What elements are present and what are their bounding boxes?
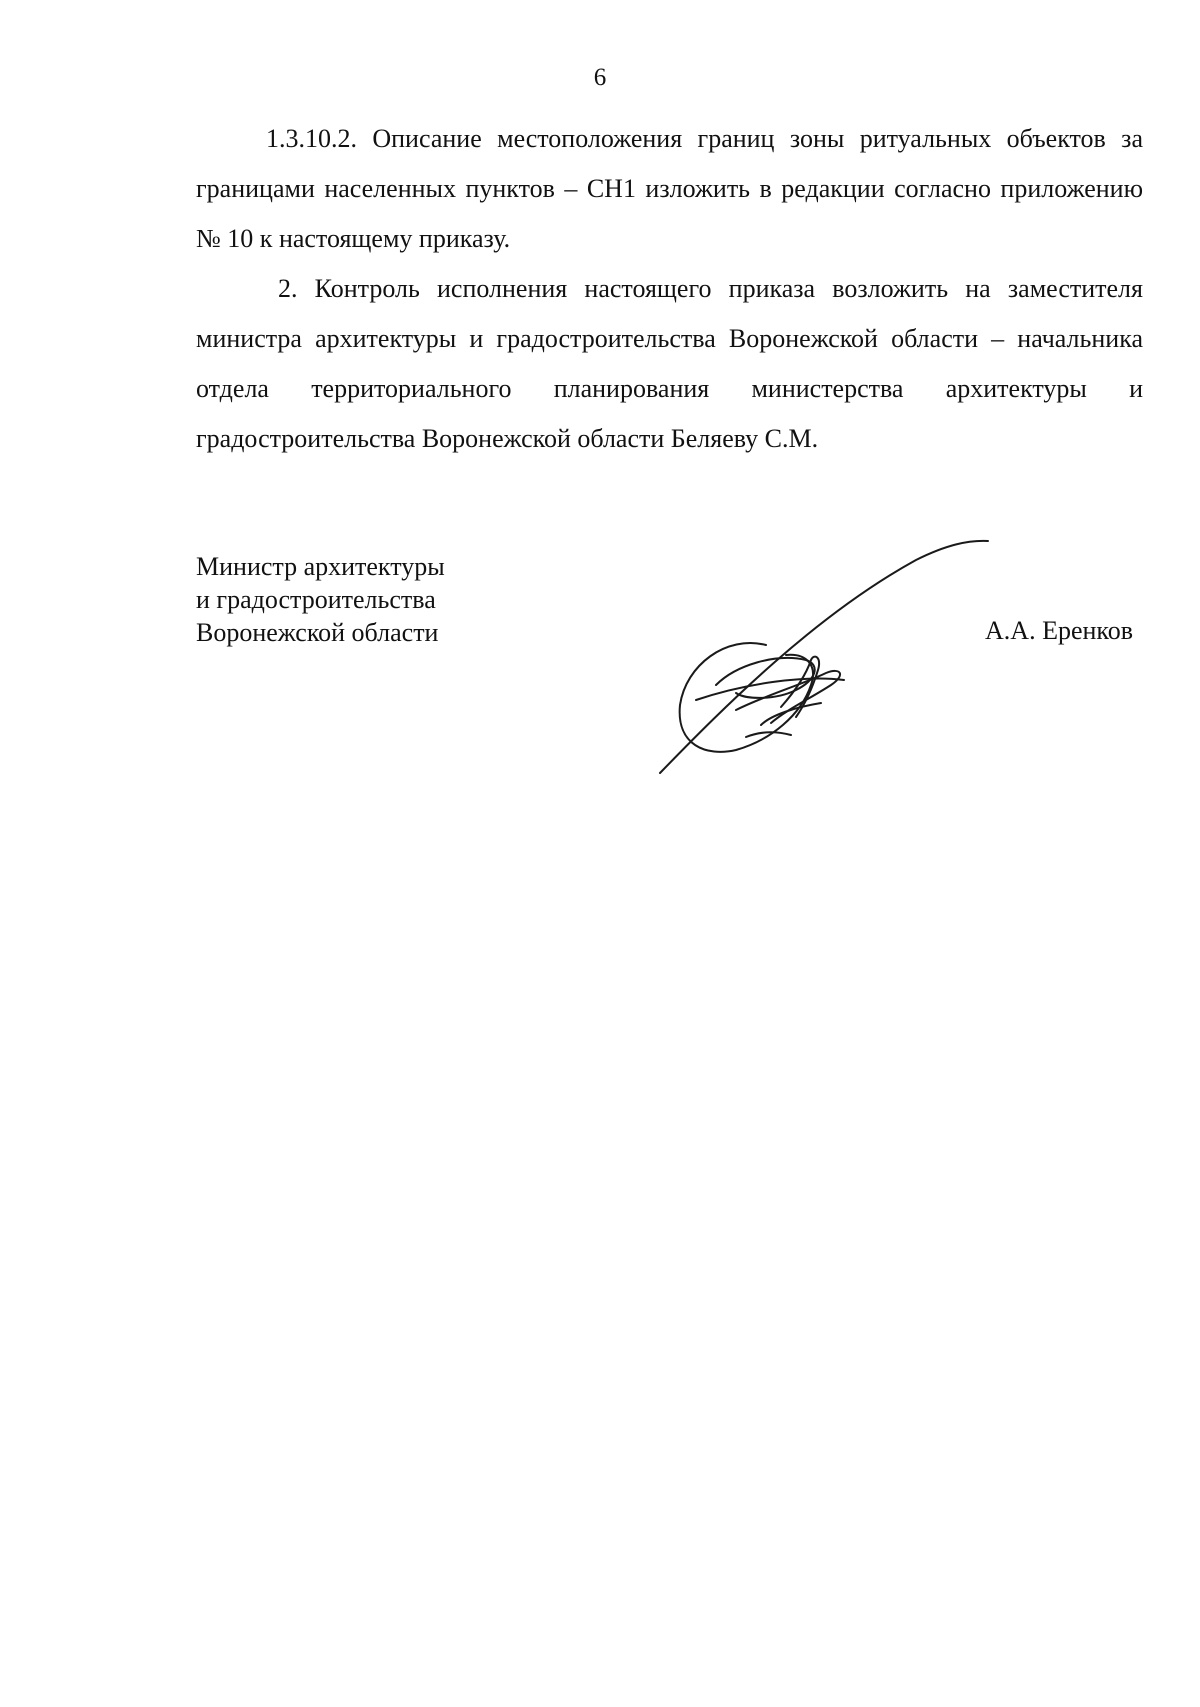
document-body (196, 114, 1143, 464)
page-number: 6 (593, 64, 607, 91)
signature-block (196, 550, 1143, 750)
signer-title (196, 550, 445, 649)
paragraph-1-3-10-2: 1.3.10.2. Описание местоположения границ зоны ритуальных объектов за границами населенных пунктов – СН1 изложить в редакции согласно приложению № 10 к настоящему приказу. (196, 124, 1143, 253)
signer-name: А.А. Еренков (985, 616, 1133, 645)
signer-title-line-2: и градостроительства (196, 585, 436, 614)
signer-title-line-1: Министр архитектуры (196, 552, 445, 581)
paragraph-2-control: 2. Контроль исполнения настоящего приказа возложить на заместителя министра архитектуры и градостроительства Воронежской области – начальника отдела территориального планирования министерства архитектуры и градостроительства Воронежской области Беляеву С.М. (196, 274, 1143, 453)
signer-title-line-3: Воронежской области (196, 618, 439, 647)
